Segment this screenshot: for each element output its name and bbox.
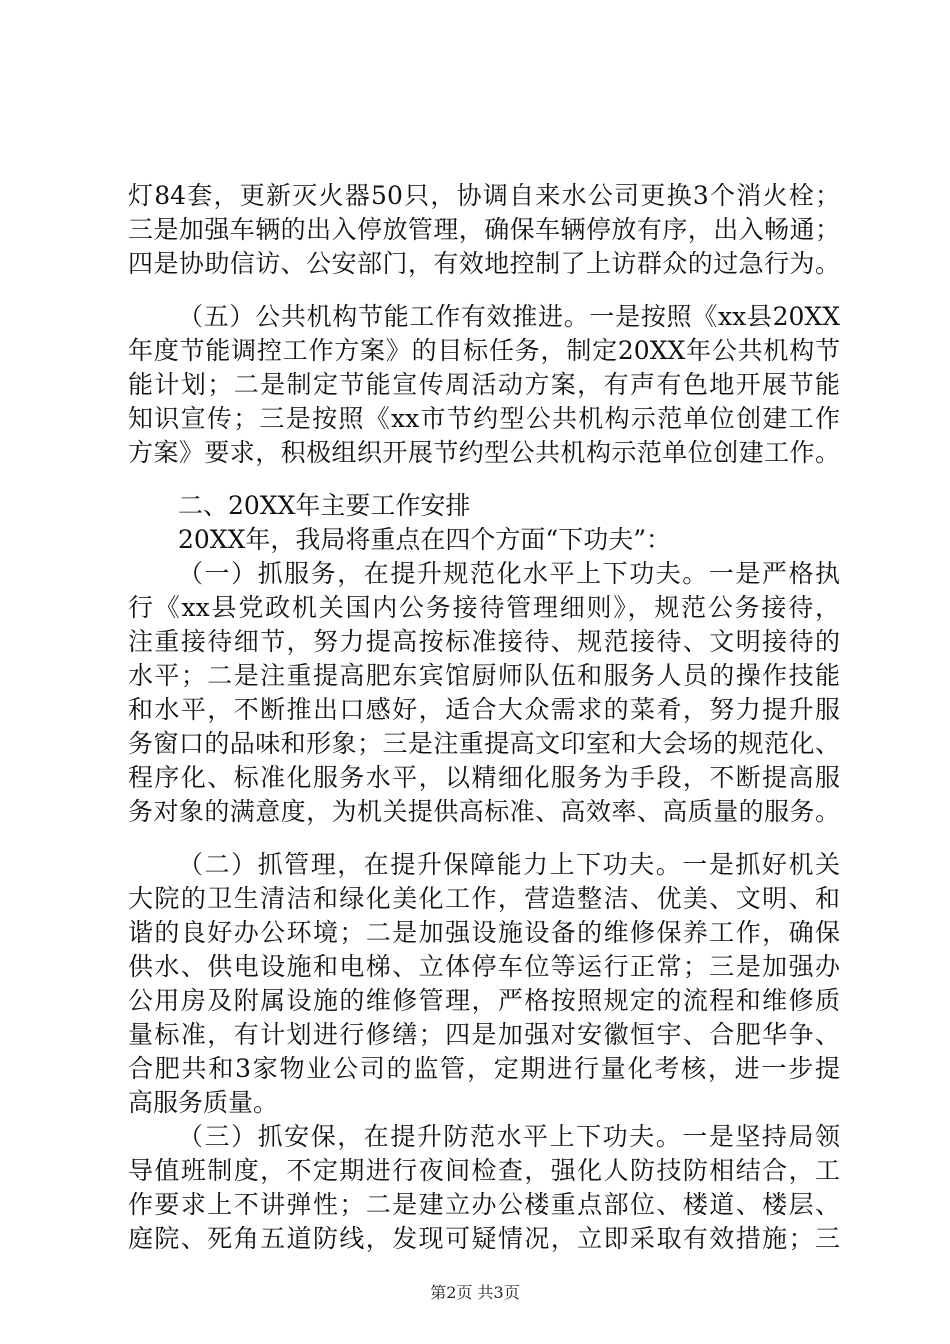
paragraph-line: 供水、供电设施和电梯、立体停车位等运行正常；三是加强办 [128,952,840,981]
paragraph-line: （一）抓服务，在提升规范化水平上下功夫。一是严格执 [178,559,840,588]
paragraph-line: 注重接待细节，努力提高按标准接待、规范接待、文明接待的 [128,627,840,656]
paragraph-line: 三是加强车辆的出入停放管理，确保车辆停放有序，出入畅通； [128,215,840,244]
paragraph-line: 务对象的满意度，为机关提供高标准、高效率、高质量的服务。 [128,797,840,826]
paragraph-line: 四是协助信访、公安部门，有效地控制了上访群众的过急行为。 [128,249,840,278]
paragraph-line: 方案》要求，积极组织开展节约型公共机构示范单位创建工作。 [128,438,840,467]
paragraph-line: 灯84套，更新灭火器50只，协调自来水公司更换3个消火栓； [128,181,840,210]
paragraph-line: 作要求上不讲弹性；二是建立办公楼重点部位、楼道、楼层、 [128,1190,840,1219]
paragraph-line: 量标准，有计划进行修缮；四是加强对安徽恒宇、合肥华争、 [128,1020,840,1049]
paragraph-line: （二）抓管理，在提升保障能力上下功夫。一是抓好机关 [178,850,840,879]
paragraph-line: 年度节能调控工作方案》的目标任务，制定20XX年公共机构节 [128,336,840,365]
paragraph-line: 和水平，不断推出口感好，适合大众需求的菜肴，努力提升服 [128,695,840,724]
paragraph-line: （五）公共机构节能工作有效推进。一是按照《xx县20XX [178,302,840,331]
paragraph-line: 导值班制度，不定期进行夜间检查，强化人防技防相结合，工 [128,1156,840,1185]
page-number-footer: 第2页 共3页 [430,1283,520,1302]
paragraph-line: 高服务质量。 [128,1088,279,1117]
paragraph-line: 合肥共和3家物业公司的监管，定期进行量化考核，进一步提 [128,1054,840,1083]
paragraph-line: 程序化、标准化服务水平，以精细化服务为手段，不断提高服 [128,763,840,792]
paragraph-line: 水平；二是注重提高肥东宾馆厨师队伍和服务人员的操作技能 [128,661,840,690]
paragraph-line: 行《xx县党政机关国内公务接待管理细则》，规范公务接待， [128,593,840,622]
paragraph-line: 公用房及附属设施的维修管理，严格按照规定的流程和维修质 [128,986,840,1015]
paragraph-line: 能计划；二是制定节能宣传周活动方案，有声有色地开展节能 [128,370,840,399]
paragraph-line: 务窗口的品味和形象；三是注重提高文印室和大会场的规范化、 [128,729,840,758]
paragraph-line: 庭院、死角五道防线，发现可疑情况，立即采取有效措施；三 [128,1224,840,1253]
paragraph-line: 大院的卫生清洁和绿化美化工作，营造整洁、优美、文明、和 [128,884,840,913]
paragraph-line: 知识宣传；三是按照《xx市节约型公共机构示范单位创建工作 [128,404,840,433]
intro-line: 20XX年，我局将重点在四个方面“下功夫”： [178,525,671,554]
paragraph-line: 谐的良好办公环境；二是加强设施设备的维修保养工作，确保 [128,918,840,947]
paragraph-line: （三）抓安保，在提升防范水平上下功夫。一是坚持局领 [178,1122,840,1151]
section-heading: 二、20XX年主要工作安排 [178,491,471,520]
